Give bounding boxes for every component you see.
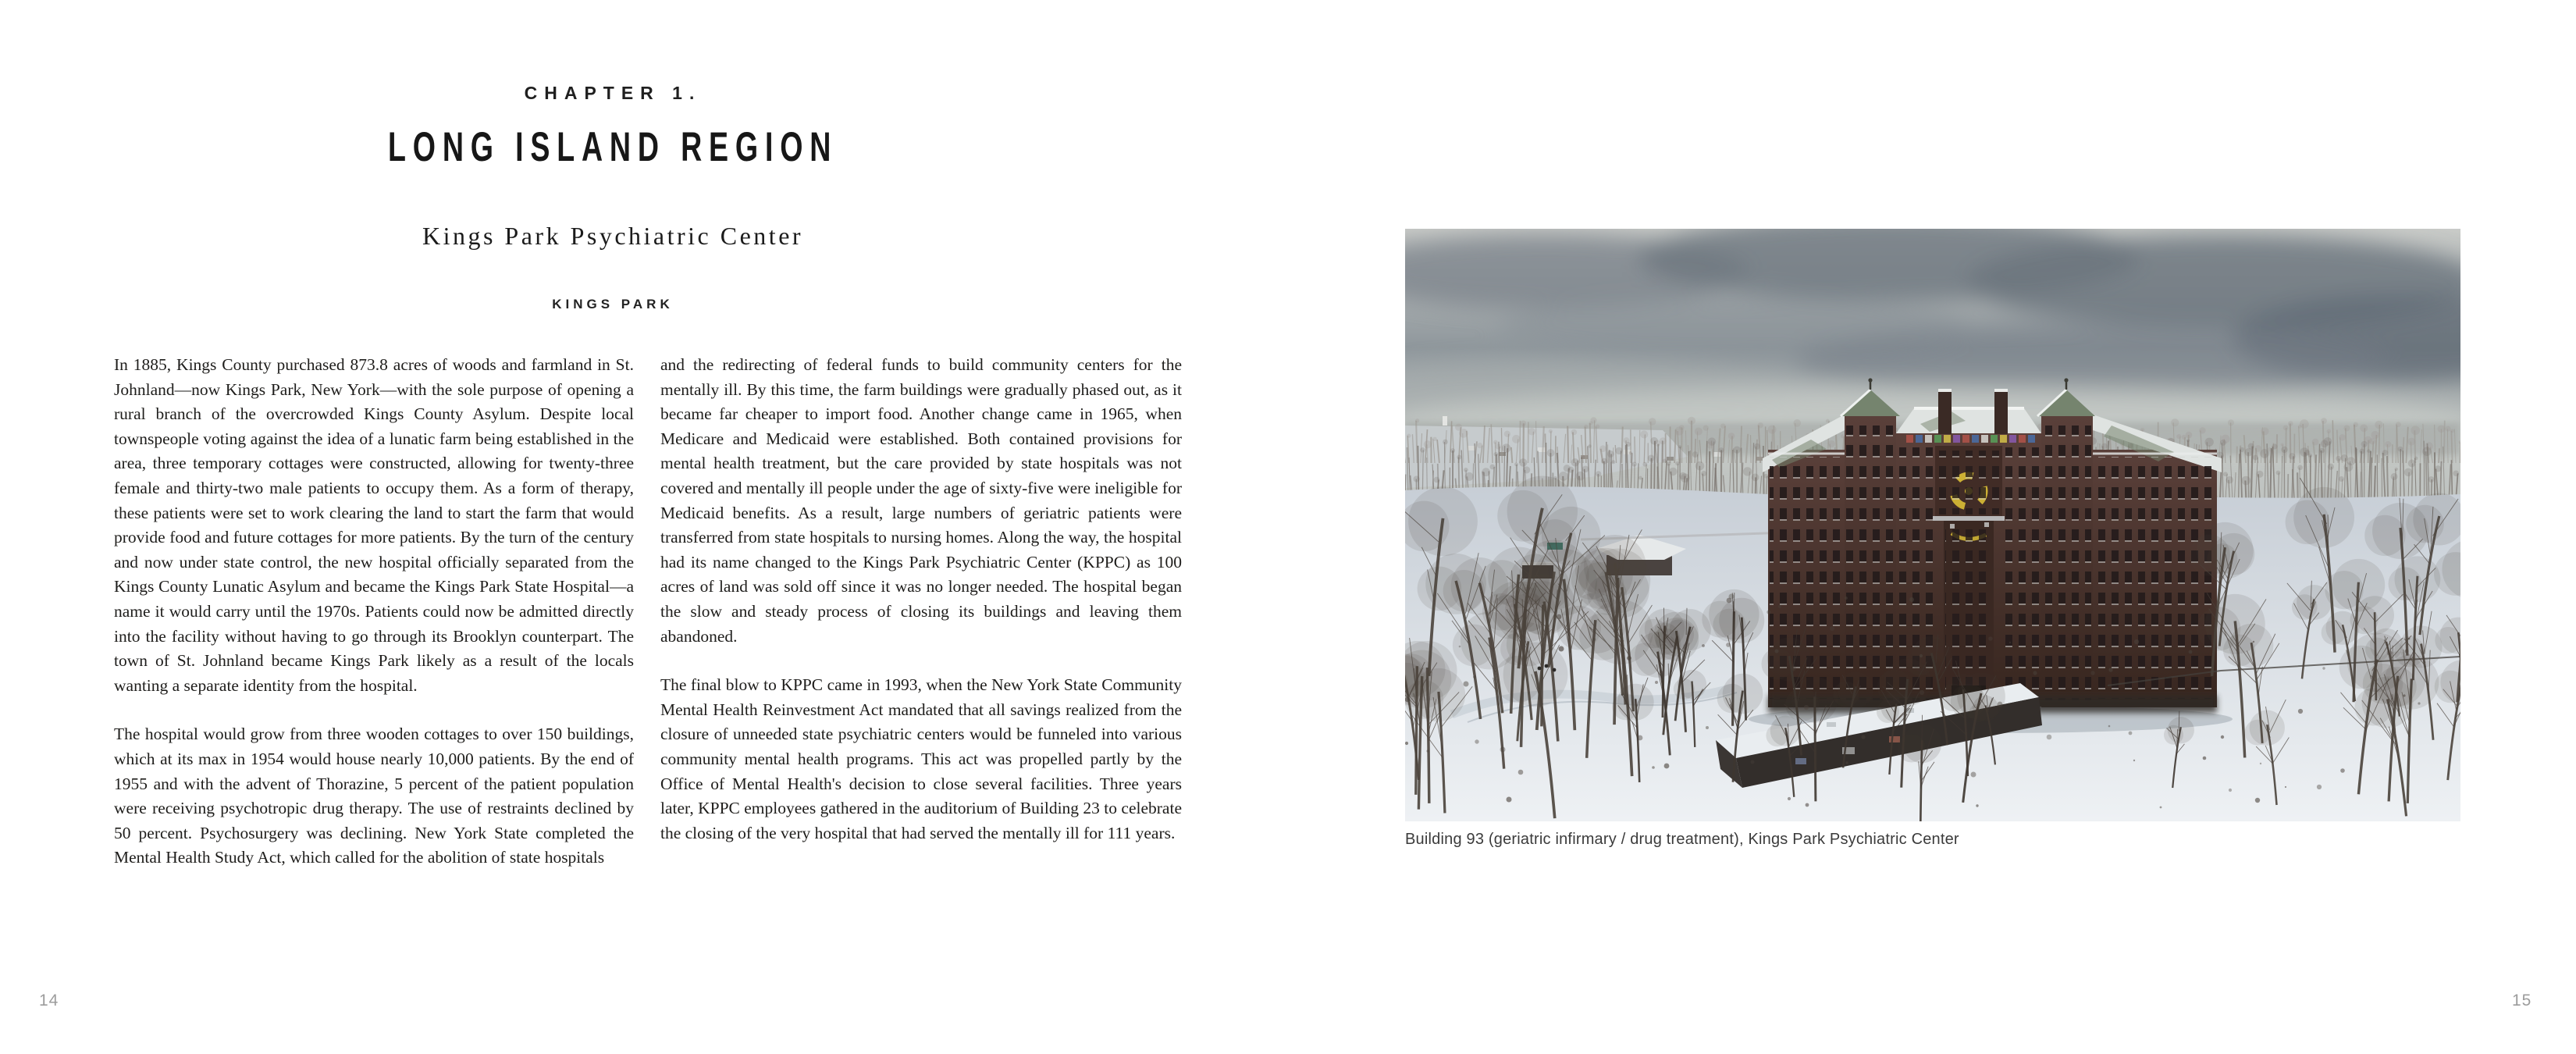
body-paragraph: The final blow to KPPC came in 1993, when the New York State Community Mental Health Reinvestment Act mandated that all savings realized from the closure of unneeded state psychiatric centers would be funneled into various community mental health programs. This act was propelled partly by the Office of Mental Health's decision to close several facilities. Three years later, KPPC employees gathered in the auditorium of Building 23 to celebrate the closing of the very hospital that had served the mentally ill for 111 years. xyxy=(660,675,1182,842)
section-label: KINGS PARK xyxy=(552,297,674,312)
photo-caption: Building 93 (geriatric infirmary / drug treatment), Kings Park Psychiatric Center xyxy=(1405,831,1959,848)
page-number-right: 15 xyxy=(2512,992,2532,1009)
photo-building-93 xyxy=(1405,229,2460,821)
wall-graffiti xyxy=(1795,758,1806,764)
finial-ball xyxy=(2064,378,2068,382)
body-paragraph: The hospital would grow from three wooden cottages to over 150 buildings, which at its max in 1954 would house nearly 10,000 patients. By the end of 1955 and with the advent of Thorazine, 5 percent of the patient population were receiving psychotropic drug therapy. The use of restraints declined by 50 percent. Psychosurgery was declining. New York State completed the Mental Health Study Act, which called for the abolition of state hospitals xyxy=(114,725,634,867)
roof-vent xyxy=(1827,722,1836,727)
body-paragraph: In 1885, Kings County purchased 873.8 acres of woods and farmland in St. Johnland—now Kings Park, New York—with the sole purpose of opening a rural branch of the overcrowded Kings County Asylum. Despite local townspeople voting against the idea of a lunatic farm being established in the area, three temporary cottages were constructed, allowing for twenty-three female and thirty-two male patients to occupy them. As a form of therapy, these patients were set to work clearing the land to start the farm that would provide food and future cottages for more patients. By the turn of the century and now under state control, the new hospital officially separated from the Kings County Lunatic Asylum and became the Kings Park State Hospital—a name it would carry until the 1970s. Patients could now be admitted directly into the facility without having to go through its Brooklyn counterpart. The town of St. Johnland became Kings Park likely as a result of the locals wanting a separate identity from the hospital. xyxy=(114,355,634,695)
photo-illustration xyxy=(1405,229,2460,821)
chimney-snow xyxy=(1994,389,2008,392)
central-roof xyxy=(1896,408,2041,433)
chimney xyxy=(1938,390,1952,434)
wall-graffiti xyxy=(1889,736,1900,742)
page-number-left: 14 xyxy=(39,992,59,1009)
location-subtitle: Kings Park Psychiatric Center xyxy=(422,222,804,250)
bay-snow-ledge xyxy=(1933,516,2005,521)
chimney xyxy=(1994,390,2008,434)
finial-ball xyxy=(1868,378,1872,382)
distant-structure xyxy=(1443,416,1447,426)
chapter-label: CHAPTER 1. xyxy=(524,83,702,103)
chimney-snow xyxy=(1938,389,1952,392)
body-paragraph: and the redirecting of federal funds to build community centers for the mentally ill. By this time, the farm buildings were gradually phased out, as it became far cheaper to import food. Another change came in 1965, when Medicare and Medicaid were established. Both contained provisions for mental health treatment, but the care provided by state hospitals was not covered and mentally ill people under the age of sixty-five were ineligible for Medicaid benefits. As a result, large numbers of geriatric patients were transferred from state hospitals to nursing homes. Along the way, the hospital had its name changed to the Kings Park Psychiatric Center (KPPC) as 100 acres of land was sold off since it was no longer needed. The hospital began the slow and steady process of closing its buildings and leaving them abandoned. xyxy=(660,355,1182,646)
chapter-title-text: LONG ISLAND REGION xyxy=(387,123,838,170)
